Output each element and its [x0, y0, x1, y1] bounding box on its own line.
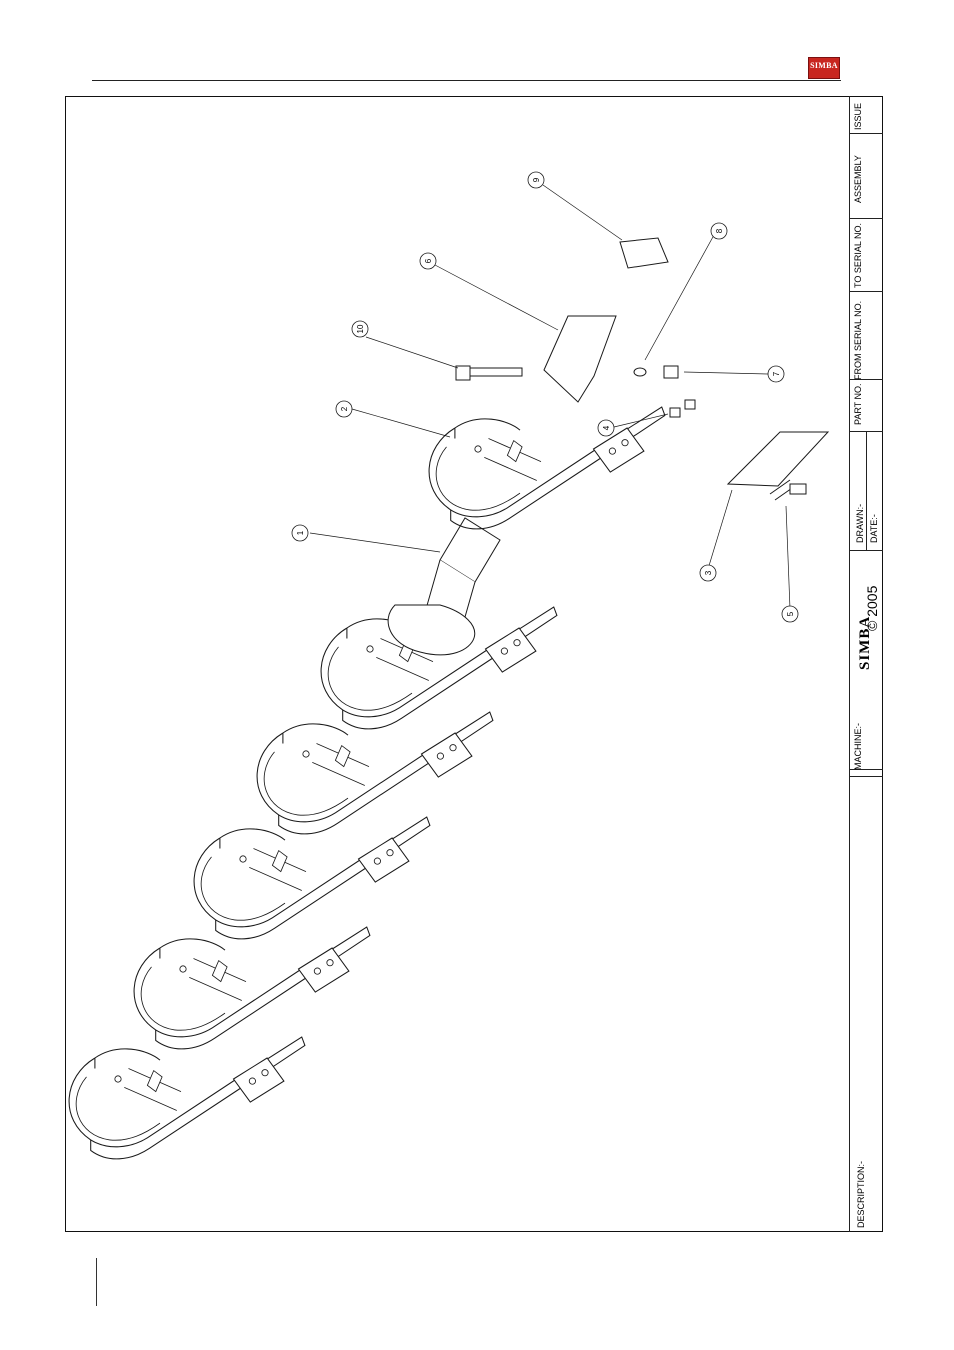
part-washer: [634, 368, 646, 376]
drawn-label: DRAWN:-: [855, 503, 865, 543]
from-serial-label: FROM SERIAL NO.: [853, 300, 863, 380]
shank-assembly-4: [257, 712, 493, 834]
to-serial-label: TO SERIAL NO.: [853, 222, 863, 288]
part-bracket: [544, 316, 616, 402]
issue-label: ISSUE: [853, 102, 863, 130]
part-shank: [429, 407, 665, 529]
part-nut: [664, 366, 678, 378]
callout-6-label: 6: [424, 258, 433, 264]
simba-brand-mark: SIMBA: [857, 615, 873, 670]
part-plate: [728, 432, 828, 486]
callout-1-label: 1: [296, 530, 305, 536]
callout-3-label: 3: [704, 570, 713, 576]
shank-assembly-2: [134, 927, 370, 1049]
part-end-cap: [620, 238, 668, 268]
callout-10-label: 10: [356, 324, 365, 334]
shank-assembly-1: [69, 1037, 305, 1159]
shank-assembly-3: [194, 817, 430, 939]
callout-8-label: 8: [715, 228, 724, 234]
callout-7-label: 7: [772, 371, 781, 377]
assembly-label: ASSEMBLY: [853, 155, 863, 203]
callout-2-label: 2: [340, 406, 349, 412]
callout-4-label: 4: [602, 425, 611, 431]
machine-label: MACHINE:-: [853, 723, 863, 770]
part-long-bolt: [456, 366, 522, 380]
part-no-label: PART NO.: [853, 383, 863, 425]
simba-logo-text: SIMBA: [810, 61, 838, 70]
callout-9-label: 9: [532, 177, 541, 183]
date-label: DATE:-: [869, 514, 879, 543]
callout-balloons: [292, 172, 798, 622]
description-label: DESCRIPTION:-: [856, 1160, 866, 1228]
callout-5-label: 5: [786, 611, 795, 617]
leader-lines: [310, 185, 790, 609]
copyright-text: © 2005: [864, 585, 880, 631]
part-square-tube: [388, 518, 500, 655]
part-flange-nuts: [670, 400, 695, 417]
